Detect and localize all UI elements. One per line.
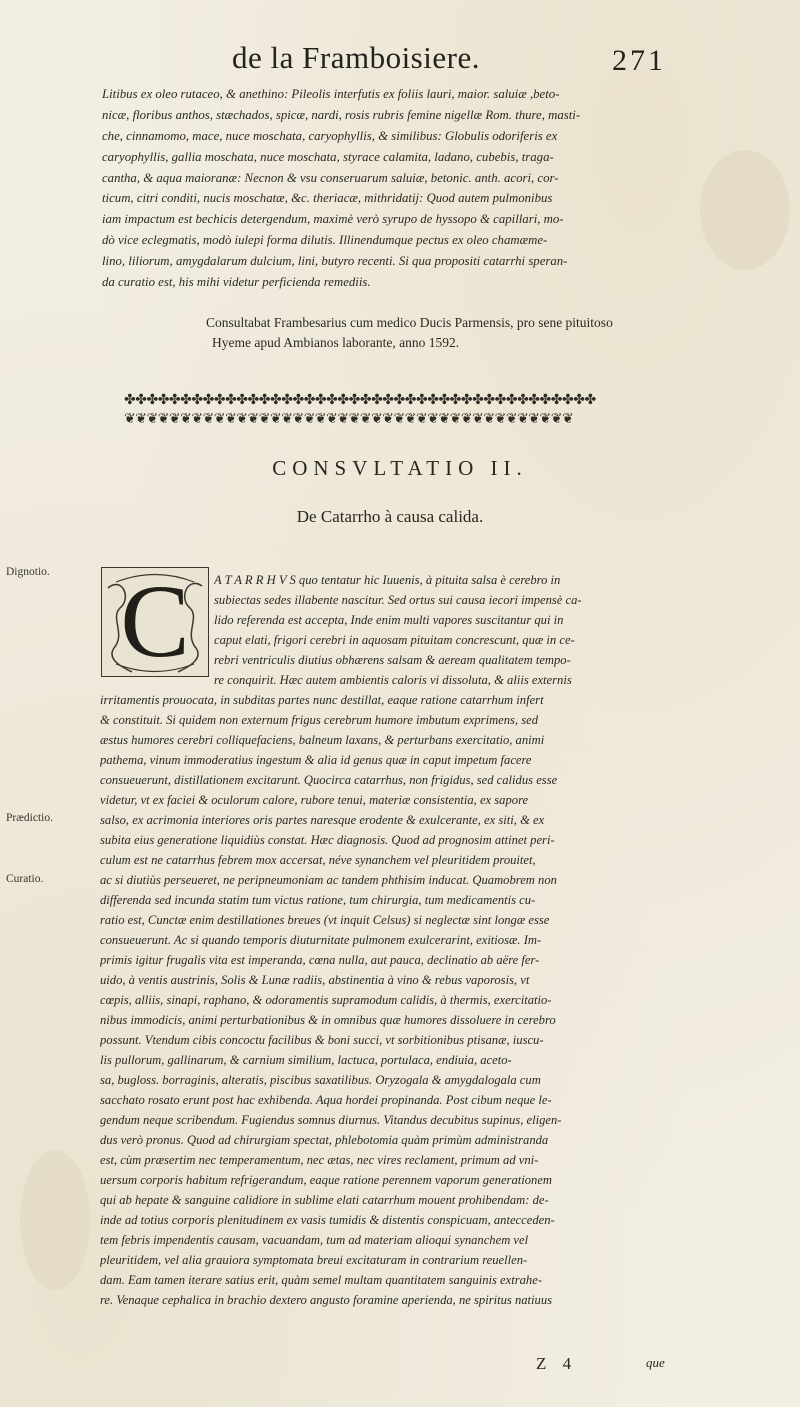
- body-line: uido, à ventis austrinis, Solis & Lunæ radiis, abstinentia à vino & rebus vaporosis, vt: [100, 973, 530, 987]
- body-line: lis pullorum, gallinarum, & carnium similium, lactuca, portulaca, endiuia, aceto-: [100, 1053, 512, 1067]
- margin-note-prediction: Prædictio.: [6, 812, 53, 824]
- body-line: subiectas sedes illabente nascitur. Sed ortus sui causa iecori impensè ca-: [214, 593, 582, 607]
- body-line: re. Venaque cephalica in brachio dextero angusto foramine aperienda, ne spiritus natiuus: [100, 1293, 553, 1307]
- text-line: dò vice eclegmatis, modò iulepi forma dilutis. Illinendumque pectus ex oleo chamæme-: [102, 233, 548, 248]
- section-heading: CONSVLTATIO II.: [272, 456, 528, 480]
- body-line: pleuritidem, vel alia grauiora symptomata breui excitaturam in contrarium reuellen-: [100, 1253, 528, 1267]
- body-line: sa, bugloss. borraginis, alteratis, piscibus saxatilibus. Oryzogala & amygdalogala cum: [100, 1073, 541, 1087]
- text-line: che, cinnamomo, mace, nuce moschata, caryophyllis, & similibus: Globulis odoriferis ex: [102, 128, 558, 143]
- ornament-band: ✤✤✤✤✤✤✤✤✤✤✤✤✤✤✤✤✤✤✤✤✤✤✤✤✤✤✤✤✤✤✤✤✤✤✤✤✤✤✤✤✤✤: [124, 392, 596, 408]
- paper-stain: [20, 1150, 90, 1290]
- body-line: cœpis, alliis, sinapi, raphano, & odoramentis supramodum calidis, à thermis, exercitatio-: [100, 993, 552, 1007]
- text-line: nicæ, floribus anthos, stæchados, spicæ, nardi, rosis rubris femine nigellæ Rom. thure, masti-: [102, 107, 581, 122]
- body-line: caput elati, frigori cerebri in aquosam pituitam concrescunt, quæ in ce-: [214, 633, 575, 647]
- body-line: possunt. Vtendum cibis concoctu facilibus & boni succi, vt sorbitionibus ptisanæ, iuscu-: [100, 1033, 544, 1047]
- preceding-text: [102, 84, 682, 293]
- note-line: Consultabat Frambesarius cum medico Ducis Parmensis, pro sene pituitoso: [206, 315, 613, 330]
- text-line: da curatio est, his mihi videtur perficienda remediis.: [102, 275, 371, 290]
- paper-stain: [700, 150, 790, 270]
- signature-mark: Z 4: [536, 1354, 578, 1373]
- body-line: [100, 1330, 682, 1350]
- ornament-band: ❦❦❦❦❦❦❦❦❦❦❦❦❦❦❦❦❦❦❦❦❦❦❦❦❦❦❦❦❦❦❦❦❦❦❦❦❦❦❦❦: [124, 411, 574, 427]
- running-head: de la Framboisiere.: [232, 40, 480, 75]
- body-line: differenda sed incunda statim tum victus ratione, tum chirurgia, tum medicamentis cu-: [100, 893, 536, 907]
- body-line: nibus immodicis, animi perturbationibus & in omnibus quæ humores dissoluere in cerebro: [100, 1013, 556, 1027]
- note-line: Hyeme apud Ambianos laborante, anno 1592.: [212, 335, 460, 350]
- body-line: culum est ne catarrhus febrem mox accersat, néve synanchem vel pleuritidem prouitet,: [100, 853, 536, 867]
- body-line: uersum corporis habitum refrigerandum, eaque ratione perennem vaporum generationem: [100, 1173, 553, 1187]
- text-line: ticum, citri conditi, nucis moschatæ, &c. theriacæ, mithridatij: Quod autem pulmonibus: [102, 191, 553, 206]
- drop-cap-initial: [101, 564, 209, 679]
- body-line: videtur, vt ex faciei & oculorum calore, rubore tenui, materiæ consistentia, ex sapore: [100, 793, 529, 807]
- body-line: subita eius generatione liquidiùs constat. Hæc diagnosis. Quod ad prognosim attinet peri-: [100, 833, 555, 847]
- body-line: ratio est, Cunctæ enim destillationes breues (vt inquit Celsus) si neglectæ sint longæ esse: [100, 913, 550, 927]
- page-number: 271: [612, 44, 666, 77]
- body-line: pathema, vinum immoderatius ingestum & alia id genus quæ in caput impetum facere: [100, 753, 532, 767]
- body-line: primis igitur frugalis vita est imperanda, cœna nulla, aut pauca, declinatio ab aëre fer-: [100, 953, 540, 967]
- margin-note-cure: Curatio.: [6, 873, 44, 885]
- body-line: re conquirit. Hæc autem ambientis caloris vi dissoluta, & aliis externis: [214, 673, 572, 687]
- body-line: dam. Eam tamen iterare satius erit, quàm semel multam quantitatem sanguinis extrahe-: [100, 1273, 543, 1287]
- body-line: lido referenda est accepta, Inde enim multi vapores suscitantur qui in: [214, 613, 564, 627]
- margin-note-diagnosis: Dignotio.: [6, 566, 50, 578]
- body-line: sacchato rosato erunt post hac exhibenda. Aqua hordei propinanda. Post cibum neque le-: [100, 1093, 552, 1107]
- body-line: A T A R R H V S quo tentatur hic Iuuenis, à pituita salsa è cerebro in: [214, 573, 561, 587]
- text-line: lino, liliorum, amygdalarum dulcium, lini, butyro recenti. Si qua propositi catarrhi speran-: [102, 254, 568, 269]
- consultation-note: [206, 313, 706, 353]
- text-line: iam impactum est bechicis detergendum, maximè verò syrupo de hyssopo & capillari, mo-: [102, 212, 564, 227]
- drop-cap-letter: C: [120, 564, 190, 679]
- body-line: dus verò pronus. Quod ad chirurgiam spectat, phlebotomia quàm primùm administranda: [100, 1133, 549, 1147]
- text-line: cantha, & aqua maioranæ: Necnon & vsu conseruarum saluiæ, betonic. anth. acori, cor-: [102, 170, 559, 185]
- text-line: Litibus ex oleo rutaceo, & anethino: Pileolis interfutis ex foliis lauri, maior. saluiæ ,beto-: [102, 87, 560, 101]
- body-line: tem febris impendentis causam, vacuandam, tum ad materiam alioqui synanchem vel: [100, 1233, 529, 1247]
- body-line: rebri ventriculis diutius obhærens salsam & aeream qualitatem tempo-: [214, 653, 571, 667]
- body-line: inde ad totius corporis plenitudinem ex vasis tumidis & distentis conspicuam, antecceden-: [100, 1213, 555, 1227]
- body-line: irritamentis prouocata, in subditas partes nunc destillat, eaque ratione catarrhum infert: [100, 693, 544, 707]
- body-line: & constituit. Si quidem non externum frigus cerebrum humore imbutum exprimens, sed: [100, 713, 539, 727]
- text-line: caryophyllis, gallia moschata, nuce moschata, styrace calamita, ladano, cubebis, traga-: [102, 149, 554, 164]
- body-line: æstus humores cerebri colliquefaciens, balneum laxans, & perturbans exercitatio, animi: [100, 733, 545, 747]
- body-line: salso, ex acrimonia interiores oris partes naresque erodente & exulcerante, ex siti, & ex: [100, 813, 545, 827]
- body-line: consueuerunt, distillationem excitarunt. Quocirca catarrhus, non frigidus, sed calidus esse: [100, 773, 558, 787]
- catchword: que: [646, 1355, 665, 1370]
- section-subheading: De Catarrho à causa calida.: [296, 507, 484, 526]
- body-line: qui ab hepate & sanguine calidiore in sublime elati catarrhum mouent prohibendam: de-: [100, 1193, 549, 1207]
- body-line: [100, 1310, 682, 1330]
- body-line: ac si diutiùs perseueret, ne peripneumoniam ac tandem phthisim inducat. Quamobrem non: [100, 873, 557, 887]
- body-line: consueuerunt. Ac si quando temporis diuturnitate pulmonem exulcerarint, exitiosæ. Im-: [100, 933, 542, 947]
- body-line: gendum neque scribendum. Fugiendus somnus diurnus. Vitandus decubitus supinus, eligen-: [100, 1113, 562, 1127]
- body-line: est, cùm præsertim nec temperamentum, nec ætas, nec vires reclament, primum ad vni-: [100, 1153, 539, 1167]
